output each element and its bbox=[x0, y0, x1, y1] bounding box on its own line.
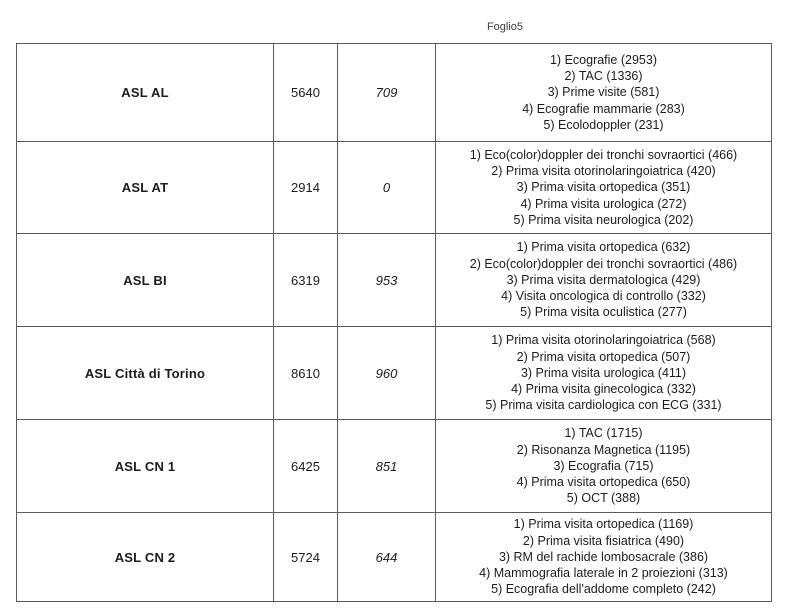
service-item: 2) Prima visita fisiatrica (490) bbox=[522, 533, 685, 548]
total-value-cell: 8610 bbox=[274, 327, 338, 420]
service-item: 2) Prima visita ortopedica (507) bbox=[516, 349, 691, 364]
service-item: 2) Eco(color)doppler dei tronchi sovraortici (486) bbox=[469, 256, 738, 271]
total-value-cell: 5640 bbox=[274, 44, 338, 142]
service-item: 3) RM del rachide lombosacrale (386) bbox=[498, 549, 709, 564]
service-item: 5) OCT (388) bbox=[566, 491, 641, 506]
secondary-value-cell: 0 bbox=[338, 142, 436, 234]
top-services-cell bbox=[436, 44, 772, 142]
service-item: 5) Ecolodoppler (231) bbox=[543, 117, 664, 132]
total-value-cell: 6425 bbox=[274, 420, 338, 513]
service-item: 4) Visita oncologica di controllo (332) bbox=[501, 289, 706, 304]
top-services-cell bbox=[436, 513, 772, 602]
service-item: 1) Prima visita otorinolaringoiatrica (568) bbox=[491, 333, 716, 348]
total-value-cell: 6319 bbox=[274, 234, 338, 327]
table-row bbox=[17, 420, 772, 513]
service-item: 1) TAC (1715) bbox=[564, 426, 643, 441]
service-item: 3) Ecografia (715) bbox=[553, 458, 654, 473]
service-item: 4) Prima visita urologica (272) bbox=[520, 196, 687, 211]
service-item: 3) Prima visita urologica (411) bbox=[520, 365, 687, 380]
asl-name-cell: ASL CN 2 bbox=[17, 513, 274, 602]
top-services-cell bbox=[436, 420, 772, 513]
top-services-cell bbox=[436, 327, 772, 420]
service-item: 2) Prima visita otorinolaringoiatrica (420) bbox=[491, 164, 716, 179]
service-item: 1) Eco(color)doppler dei tronchi sovraortici (466) bbox=[469, 147, 738, 162]
secondary-value-cell: 851 bbox=[338, 420, 436, 513]
service-item: 5) Prima visita cardiologica con ECG (331) bbox=[485, 398, 722, 413]
asl-name-cell: ASL AT bbox=[17, 142, 274, 234]
secondary-value-cell: 644 bbox=[338, 513, 436, 602]
asl-services-table bbox=[16, 43, 772, 602]
service-item: 2) Risonanza Magnetica (1195) bbox=[516, 442, 691, 457]
service-item: 5) Ecografia dell'addome completo (242) bbox=[491, 582, 716, 597]
service-item: 2) TAC (1336) bbox=[564, 69, 643, 84]
service-item: 5) Prima visita neurologica (202) bbox=[513, 212, 694, 227]
top-services-cell bbox=[436, 142, 772, 234]
service-item: 4) Ecografie mammarie (283) bbox=[522, 101, 685, 116]
table-row bbox=[17, 44, 772, 142]
total-value-cell: 5724 bbox=[274, 513, 338, 602]
service-item: 4) Prima visita ginecologica (332) bbox=[511, 382, 696, 397]
asl-name-cell: ASL CN 1 bbox=[17, 420, 274, 513]
top-services-cell bbox=[436, 234, 772, 327]
table-row bbox=[17, 234, 772, 327]
table-row bbox=[17, 327, 772, 420]
service-item: 1) Prima visita ortopedica (1169) bbox=[513, 517, 694, 532]
service-item: 4) Mammografia laterale in 2 proiezioni (313) bbox=[479, 566, 728, 581]
service-item: 5) Prima visita oculistica (277) bbox=[520, 305, 687, 320]
asl-name-cell: ASL AL bbox=[17, 44, 274, 142]
table-row bbox=[17, 142, 772, 234]
service-item: 3) Prima visita ortopedica (351) bbox=[516, 180, 691, 195]
service-item: 4) Prima visita ortopedica (650) bbox=[516, 475, 691, 490]
total-value-cell: 2914 bbox=[274, 142, 338, 234]
secondary-value-cell: 709 bbox=[338, 44, 436, 142]
table-row bbox=[17, 513, 772, 602]
sheet-title: Foglio5 bbox=[486, 21, 524, 33]
secondary-value-cell: 953 bbox=[338, 234, 436, 327]
service-item: 3) Prime visite (581) bbox=[547, 85, 660, 100]
asl-name-cell: ASL Città di Torino bbox=[17, 327, 274, 420]
service-item: 3) Prima visita dermatologica (429) bbox=[506, 272, 701, 287]
service-item: 1) Ecografie (2953) bbox=[549, 52, 657, 67]
asl-name-cell: ASL BI bbox=[17, 234, 274, 327]
service-item: 1) Prima visita ortopedica (632) bbox=[516, 240, 691, 255]
secondary-value-cell: 960 bbox=[338, 327, 436, 420]
